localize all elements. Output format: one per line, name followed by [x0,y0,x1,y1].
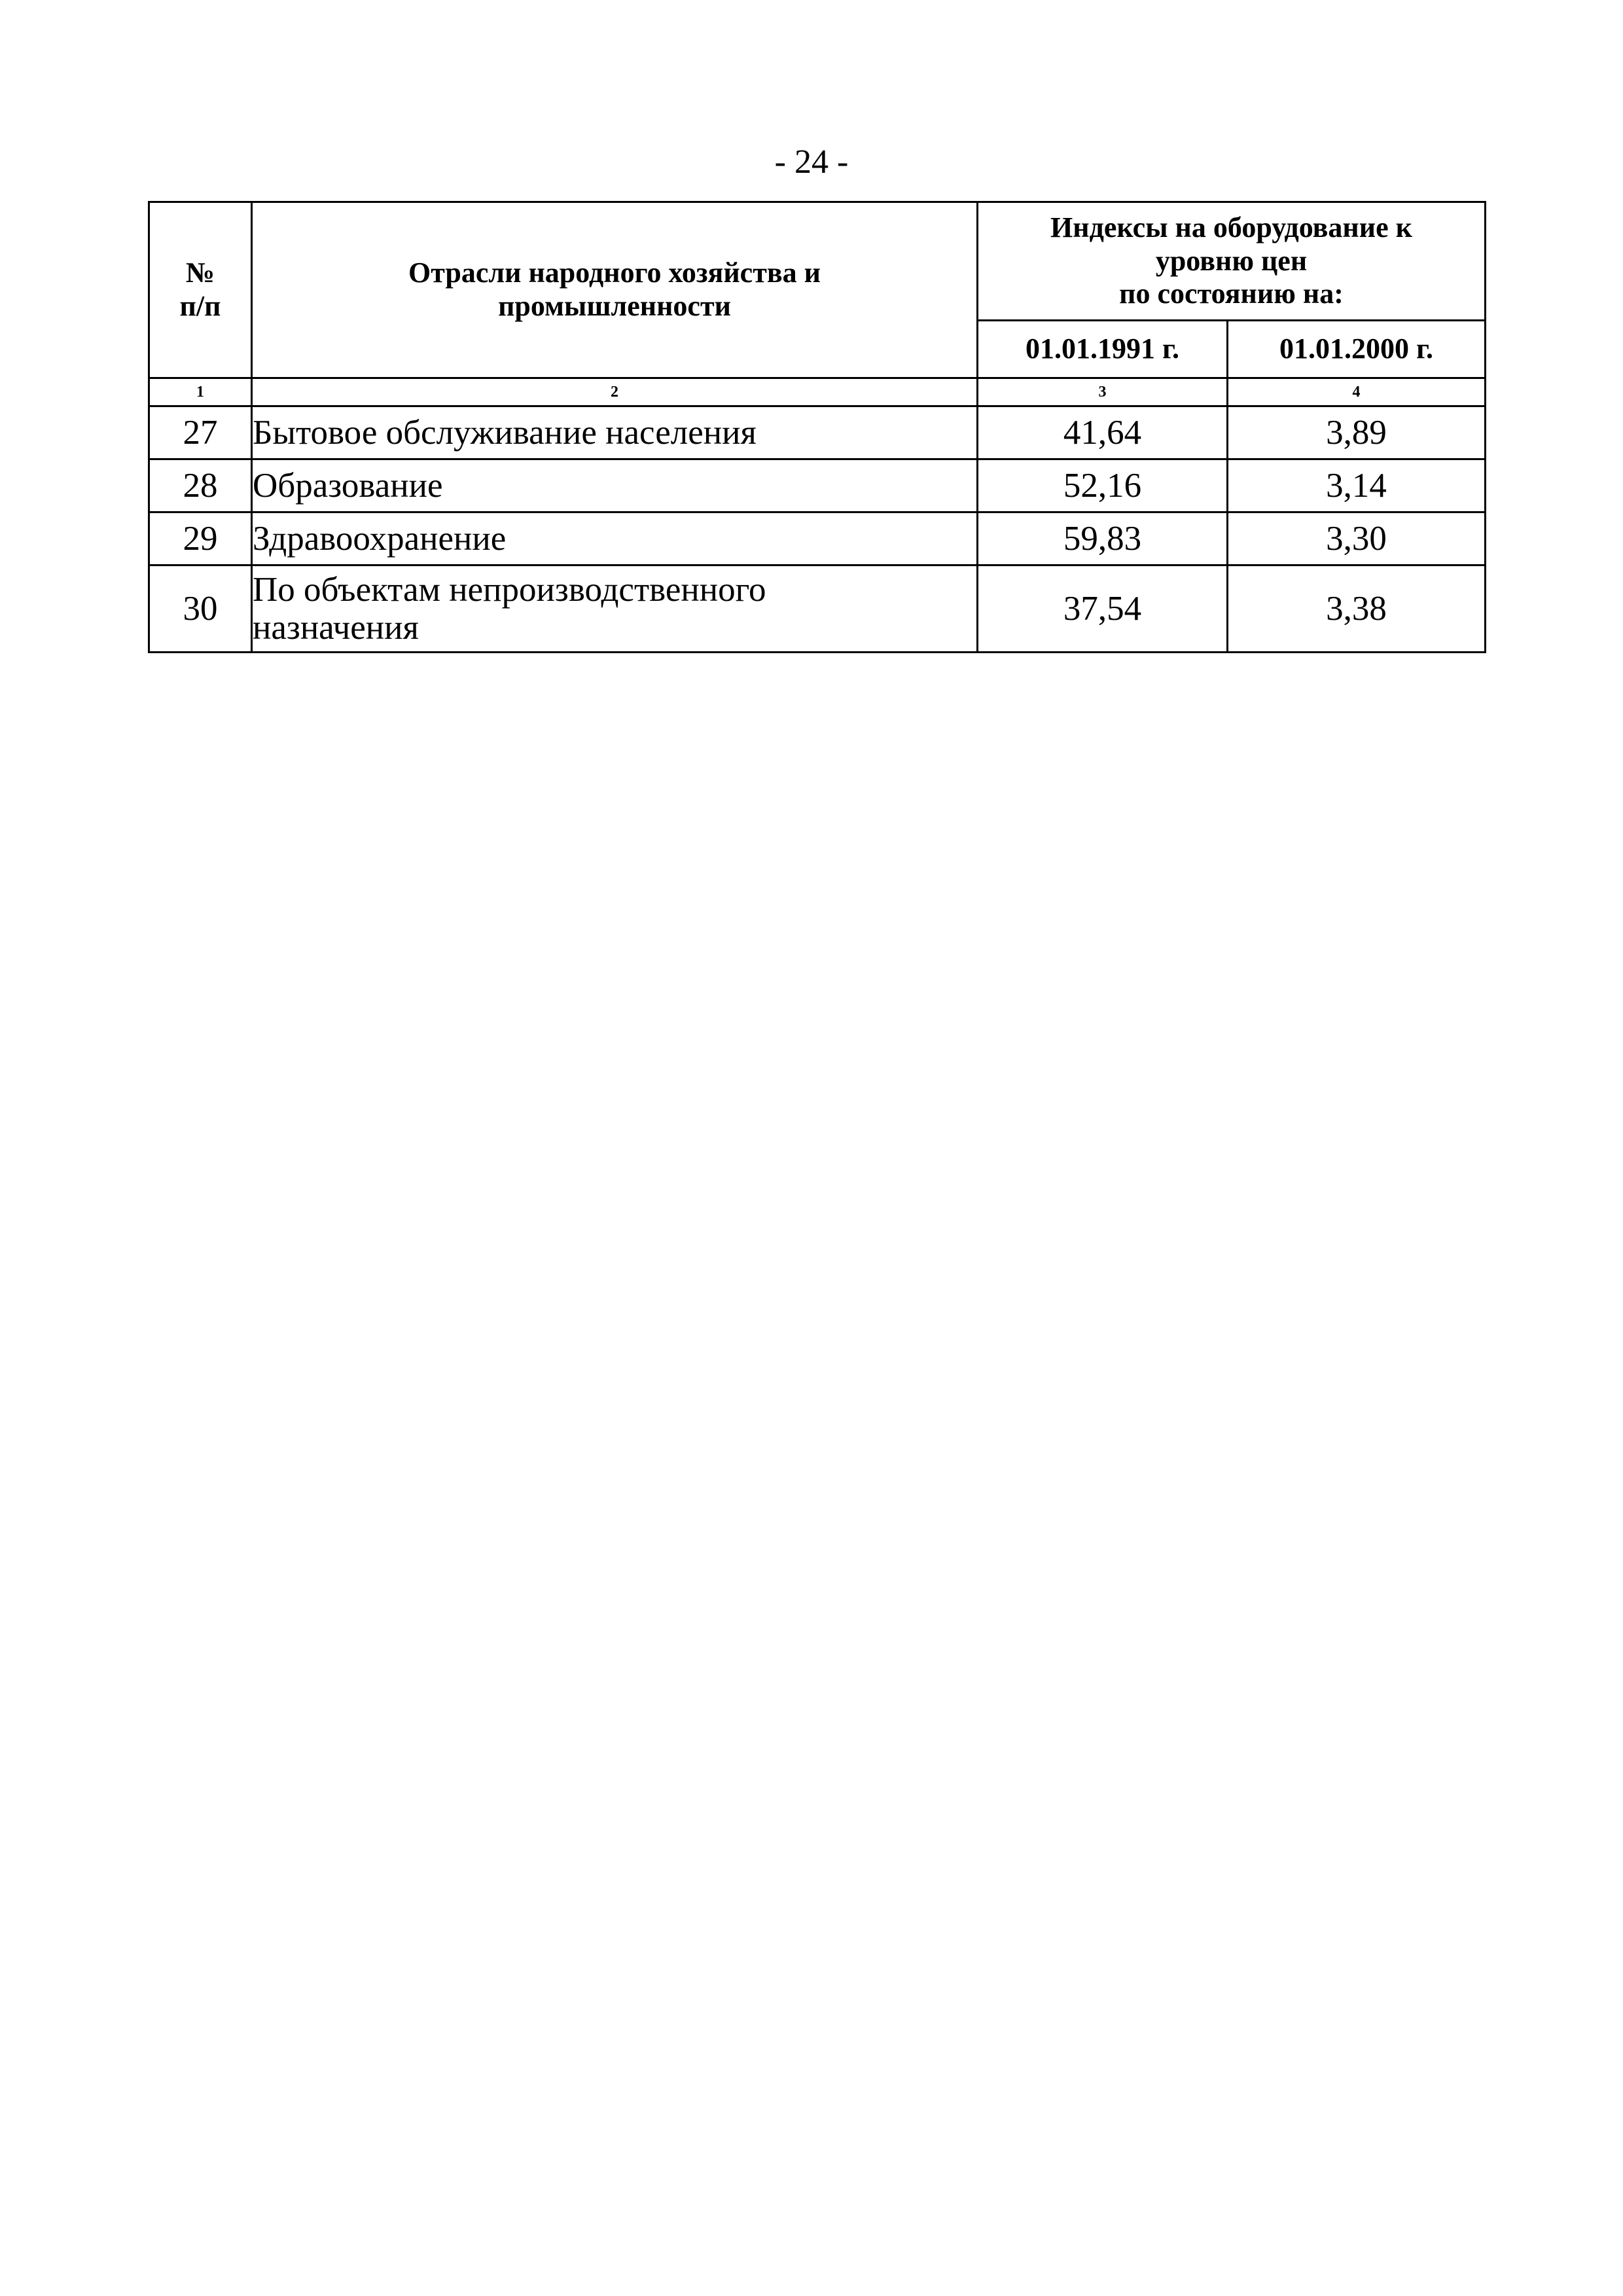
header-number-line-2: п/п [179,290,221,322]
table-row [149,406,1486,459]
table-row [149,459,1486,512]
row-sector-name-line-2: назначения [253,609,419,647]
header-number-line-1: № [185,257,215,289]
header-indexes-line-2: уровню цен [1155,244,1308,277]
row-number: 29 [149,512,252,565]
row-index-1991: 41,64 [978,406,1228,459]
row-number: 28 [149,459,252,512]
page-number: - 24 - [774,143,849,181]
row-index-2000: 3,38 [1228,565,1486,653]
table-row [149,565,1486,653]
row-sector-name-line-1: По объектам непроизводственного [253,570,766,609]
header-sector [252,202,978,378]
row-sector-name [252,512,978,565]
header-indexes [978,202,1486,321]
row-number: 27 [149,406,252,459]
row-sector-name-line: Бытовое обслуживание населения [253,413,757,452]
price-index-table [148,201,1486,653]
header-sector-line-1: Отрасли народного хозяйства и [408,257,821,289]
row-sector-name [252,406,978,459]
row-index-1991: 52,16 [978,459,1228,512]
row-index-2000: 3,14 [1228,459,1486,512]
row-sector-name-line: Здравоохранение [253,519,507,558]
column-number-1: 1 [149,378,252,406]
column-number-row [149,378,1486,406]
header-indexes-line-3: по состоянию на: [1119,278,1344,310]
header-indexes-line-1: Индексы на оборудование к [1050,211,1412,244]
row-sector-name-line: Образование [253,466,443,505]
row-sector-name [252,565,978,653]
row-index-1991: 37,54 [978,565,1228,653]
header-sector-line-2: промышленности [498,290,731,322]
row-index-2000: 3,89 [1228,406,1486,459]
row-sector-name [252,459,978,512]
header-number [149,202,252,378]
table-row [149,512,1486,565]
row-index-2000: 3,30 [1228,512,1486,565]
header-date-1991: 01.01.1991 г. [978,321,1228,378]
column-number-4: 4 [1228,378,1486,406]
row-index-1991: 59,83 [978,512,1228,565]
column-number-3: 3 [978,378,1228,406]
column-number-2: 2 [252,378,978,406]
row-number: 30 [149,565,252,653]
header-date-2000: 01.01.2000 г. [1228,321,1486,378]
